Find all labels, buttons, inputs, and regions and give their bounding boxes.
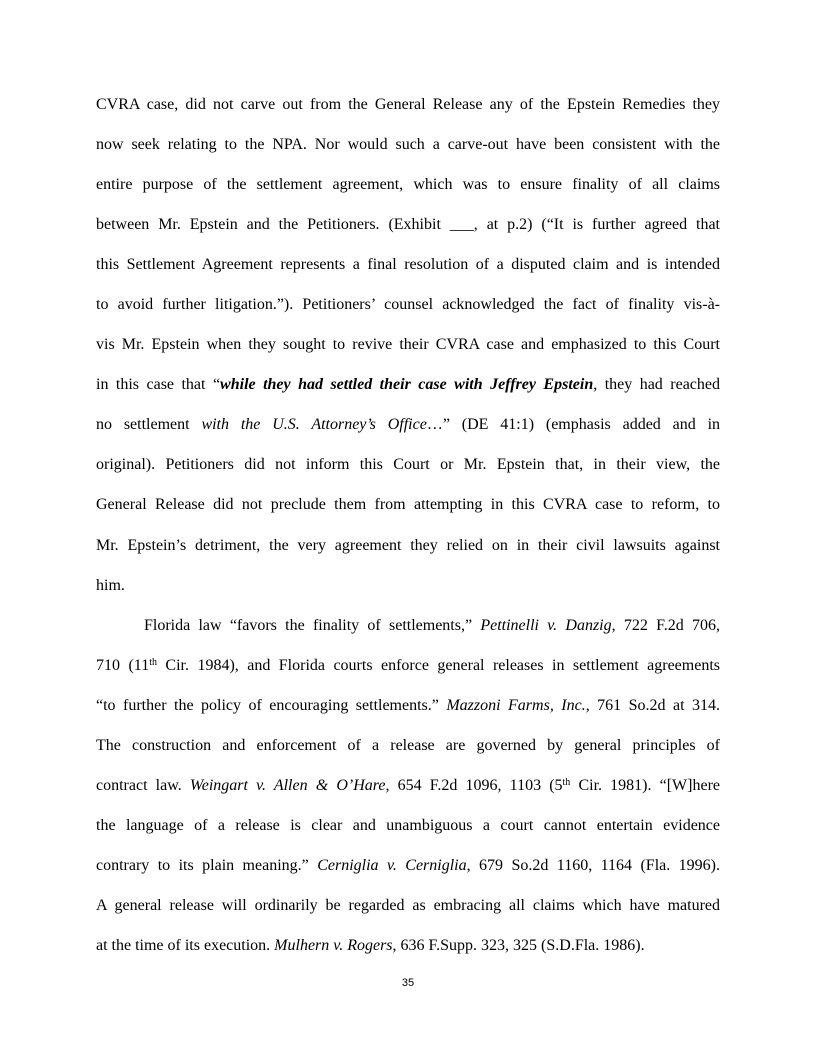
emphasis-quote: while they had settled their case with Jeffrey Epstein <box>220 376 594 394</box>
text-run: , 722 F.2d 706, <box>611 616 720 634</box>
case-citation: Cerniglia v. Cerniglia <box>317 856 467 874</box>
text-run: Cir. 1984), and Florida courts enforce general releases in settlement agreements <box>156 656 720 674</box>
ordinal-suffix: th <box>562 776 571 788</box>
text-line <box>96 613 720 653</box>
body-text <box>96 92 720 973</box>
text-line: entire purpose of the settlement agreement, which was to ensure finality of all claims <box>96 176 720 194</box>
text-line <box>96 372 720 412</box>
text-line: the language of a release is clear and unambiguous a court cannot entertain evidence <box>96 816 720 834</box>
text-line <box>96 933 720 973</box>
text-run: 710 (11 <box>96 656 150 674</box>
text-run: contrary to its plain meaning.” <box>96 856 318 874</box>
text-line: him. <box>96 576 125 594</box>
text-run: Cir. 1981). “[W]here <box>570 776 720 794</box>
text-run: in this case that “ <box>96 376 221 394</box>
text-line: The construction and enforcement of a release are governed by general principles of <box>96 736 720 754</box>
text-run: no settlement <box>96 416 202 434</box>
case-citation: Mulhern v. Rogers <box>274 936 393 954</box>
paragraph-finality <box>96 92 720 613</box>
text-run: , 636 F.Supp. 323, 325 (S.D.Fla. 1986). <box>392 936 645 954</box>
text-line <box>96 693 720 733</box>
text-line: General Release did not preclude them from attempting in this CVRA case to reform, to <box>96 496 720 514</box>
text-line: vis Mr. Epstein when they sought to revive their CVRA case and emphasized to this Court <box>96 336 720 354</box>
italic-quote: with the U.S. Attorney’s Office <box>201 416 427 434</box>
text-line <box>96 412 720 452</box>
text-line: this Settlement Agreement represents a final resolution of a disputed claim and is intended <box>96 256 720 274</box>
text-run: , 679 So.2d 1160, 1164 (Fla. 1996). <box>466 856 720 874</box>
text-line: between Mr. Epstein and the Petitioners. (Exhibit ___, at p.2) (“It is further agreed that <box>96 216 720 234</box>
case-citation: Weingart v. Allen & O’Hare <box>189 776 386 794</box>
text-run: …” (DE 41:1) (emphasis added and in <box>426 416 721 434</box>
page-number: 35 <box>401 977 415 989</box>
text-line: CVRA case, did not carve out from the General Release any of the Epstein Remedies they <box>96 96 720 113</box>
text-line: now seek relating to the NPA. Nor would such a carve-out have been consistent with the <box>96 136 720 154</box>
text-line: original). Petitioners did not inform this Court or Mr. Epstein that, in their view, the <box>96 456 720 474</box>
text-line: A general release will ordinarily be regarded as embracing all claims which have matured <box>96 896 720 914</box>
paragraph-florida-law <box>96 613 720 973</box>
text-run: contract law. <box>96 776 190 794</box>
ordinal-suffix: th <box>149 656 157 668</box>
text-line <box>96 653 720 693</box>
text-run: “to further the policy of encouraging settlements.” <box>96 696 447 714</box>
text-line: Mr. Epstein’s detriment, the very agreement they relied on in their civil lawsuits against <box>96 536 720 554</box>
case-citation: Mazzoni Farms, Inc. <box>446 696 586 714</box>
text-line <box>96 773 720 813</box>
text-line: to avoid further litigation.”). Petitioners’ counsel acknowledged the fact of finality vis-à- <box>96 296 720 314</box>
text-line <box>96 853 720 893</box>
text-run: at the time of its execution. <box>96 936 275 954</box>
text-run: , 654 F.2d 1096, 1103 (5 <box>385 776 563 794</box>
text-run: Florida law “favors the finality of settlements,” <box>144 616 481 634</box>
text-run: , they had reached <box>593 376 721 394</box>
case-citation: Pettinelli v. Danzig <box>480 616 612 634</box>
text-run: , 761 So.2d at 314. <box>585 696 721 714</box>
